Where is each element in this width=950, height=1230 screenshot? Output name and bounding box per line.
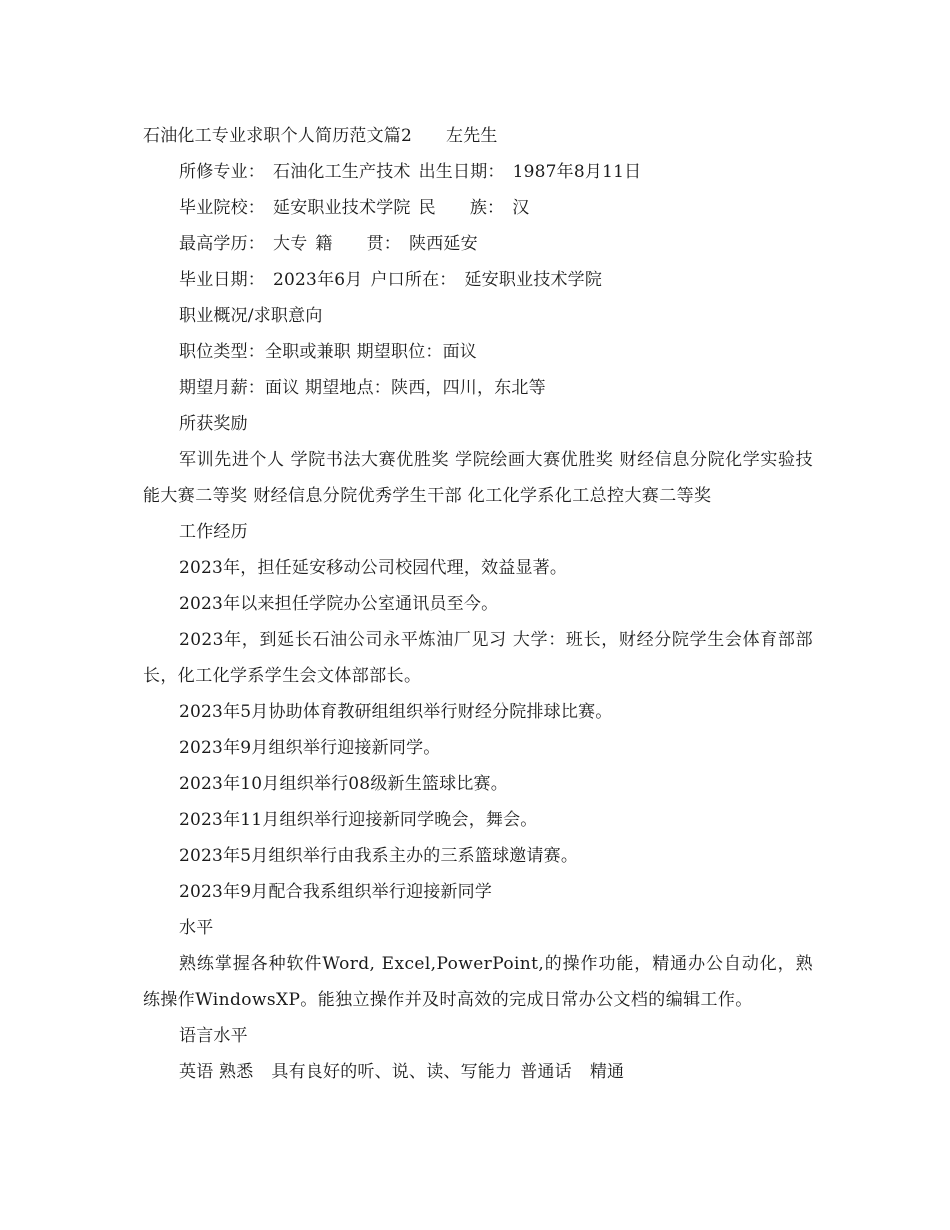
skills-text: 熟练掌握各种软件Word, Excel,PowerPoint,的操作功能，精通办公自动化，熟练操作WindowsXP。能独立操作并及时高效的完成日常办公文档的编辑工作。 — [143, 954, 813, 1010]
work-item: 2023年9月配合我系组织举行迎接新同学 — [179, 882, 493, 902]
english-desc: 具有良好的听、说、读、写能力 — [271, 1062, 513, 1082]
work-heading: 工作经历 — [179, 522, 248, 542]
birth-label: 出生日期： — [418, 162, 505, 182]
school-value: 延安职业技术学院 — [273, 198, 411, 218]
work-item: 2023年11月组织举行迎接新同学晚会，舞会。 — [179, 810, 538, 830]
skills-heading: 水平 — [179, 918, 214, 938]
doc-title: 石油化工专业求职个人简历范文篇2 — [143, 126, 413, 146]
work-item: 2023年10月组织举行08级新生篮球比赛。 — [179, 774, 508, 794]
mandarin-level: 精通 — [589, 1062, 625, 1082]
awards-text: 军训先进个人 学院书法大赛优胜奖 学院绘画大赛优胜奖 财经信息分院化学实验技能大赛二等奖 财经信息分院优秀学生干部 化工化学系化工总控大赛二等奖 — [143, 450, 813, 506]
career-type-line: 职位类型：全职或兼职 期望职位：面议 — [179, 342, 478, 362]
language-line — [143, 1054, 813, 1090]
work-item: 2023年9月组织举行迎接新同学。 — [179, 738, 441, 758]
ethnic-label-b: 族： — [469, 198, 505, 218]
work-item: 2023年5月协助体育教研组组织举行财经分院排球比赛。 — [179, 702, 613, 722]
edu-label: 最高学历： — [179, 234, 265, 254]
school-label: 毕业院校： — [179, 198, 265, 218]
resume-content — [143, 118, 813, 1090]
grad-label: 毕业日期： — [179, 270, 265, 290]
career-heading: 职业概况/求职意向 — [179, 306, 323, 326]
work-item: 2023年，担任延安移动公司校园代理，效益显著。 — [179, 558, 568, 578]
awards-heading: 所获奖励 — [179, 414, 248, 434]
native-value: 陕西延安 — [409, 234, 478, 254]
major-value: 石油化工生产技术 — [273, 162, 411, 182]
english-level: 英语 熟悉 — [179, 1062, 254, 1082]
native-label-b: 贯： — [366, 234, 402, 254]
info-line-grad — [143, 262, 813, 298]
applicant-name: 左先生 — [446, 126, 498, 146]
major-label: 所修专业： — [179, 162, 265, 182]
hukou-label: 户口所在： — [370, 270, 457, 290]
ethnic-value: 汉 — [512, 198, 530, 218]
ethnic-label-a: 民 — [418, 198, 436, 218]
mandarin-label: 普通话 — [520, 1062, 572, 1082]
native-label-a: 籍 — [315, 234, 333, 254]
edu-value: 大专 — [273, 234, 308, 254]
work-item: 2023年5月组织举行由我系主办的三系篮球邀请赛。 — [179, 846, 579, 866]
grad-value: 2023年6月 — [273, 270, 363, 290]
title-line — [143, 118, 813, 154]
hukou-value: 延安职业技术学院 — [464, 270, 603, 290]
language-heading: 语言水平 — [179, 1026, 248, 1046]
info-line-major — [143, 154, 813, 190]
work-item: 2023年，到延长石油公司永平炼油厂见习 大学：班长，财经分院学生会体育部部长，化工化学系学生会文体部部长。 — [143, 630, 813, 686]
info-line-school — [143, 190, 813, 226]
work-item: 2023年以来担任学院办公室通讯员至今。 — [179, 594, 499, 614]
info-line-edu — [143, 226, 813, 262]
career-salary-line: 期望月薪：面议 期望地点：陕西，四川，东北等 — [179, 378, 546, 398]
birth-value: 1987年8月11日 — [512, 162, 642, 182]
